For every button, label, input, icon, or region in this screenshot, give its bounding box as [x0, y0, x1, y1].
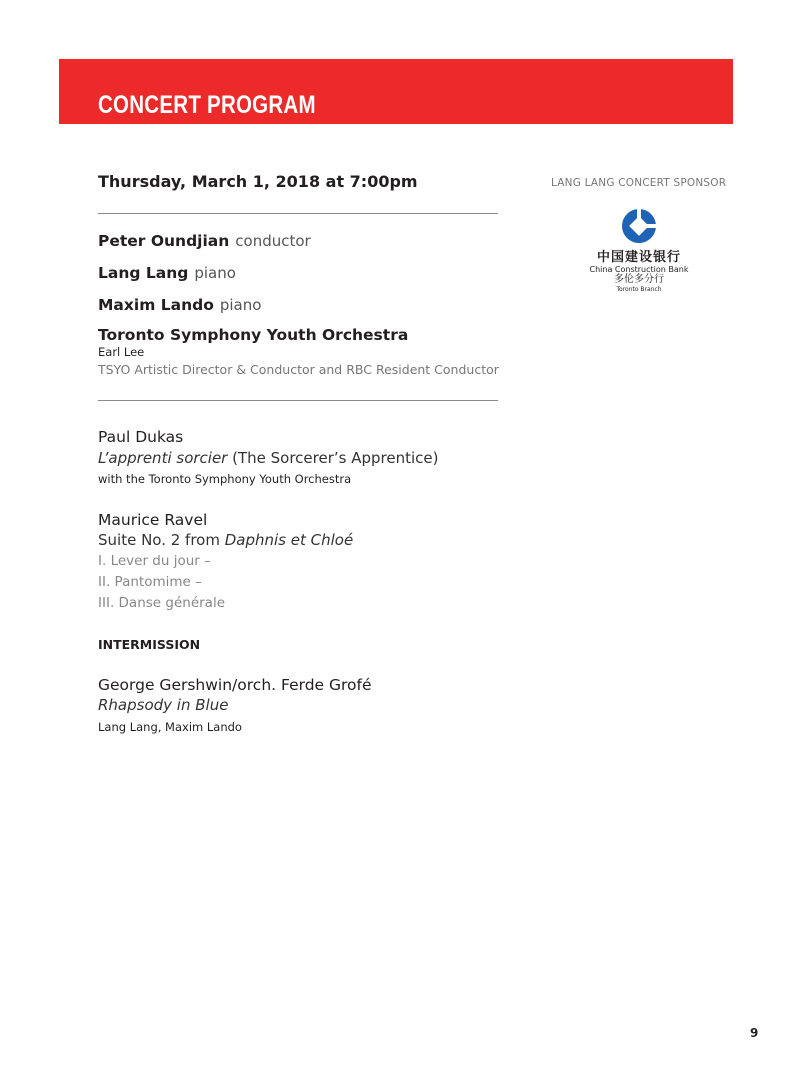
sponsor-label: LANG LANG CONCERT SPONSOR: [551, 177, 727, 189]
logo-en-text: China Construction Bank: [589, 265, 689, 274]
divider: [98, 400, 498, 401]
composer: George Gershwin/orch. Ferde Grofé: [98, 676, 372, 694]
composer: Paul Dukas: [98, 428, 184, 446]
performer: Peter Oundjian conductor: [98, 232, 311, 250]
work-title: Rhapsody in Blue: [98, 696, 229, 714]
page-title: CONCERT PROGRAM: [98, 91, 316, 119]
page-number: 9: [750, 1026, 759, 1040]
orchestra-name: Toronto Symphony Youth Orchestra: [98, 326, 409, 344]
branch-en-text: Toronto Branch: [616, 286, 662, 293]
movement: III. Danse générale: [98, 595, 225, 611]
movement: II. Pantomime –: [98, 574, 202, 590]
movement: I. Lever du jour –: [98, 553, 211, 569]
logo-cn-text: 中国建设银行: [596, 250, 681, 265]
branch-cn-text: 多伦多分行: [614, 274, 664, 285]
ccb-logo-icon: [621, 208, 657, 244]
work-title: Suite No. 2 from Daphnis et Chloé: [98, 531, 354, 549]
header-banner: [59, 59, 733, 124]
director-title: TSYO Artistic Director & Conductor and RBC Resident Conductor: [98, 362, 499, 377]
performer: Maxim Lando piano: [98, 296, 262, 314]
sponsor-logo: [580, 208, 698, 293]
work-note: Lang Lang, Maxim Lando: [98, 720, 242, 734]
intermission: INTERMISSION: [98, 637, 201, 652]
director-name: Earl Lee: [98, 345, 145, 359]
performer: Lang Lang piano: [98, 264, 236, 282]
concert-date: Thursday, March 1, 2018 at 7:00pm: [98, 172, 418, 191]
work-title: L’apprenti sorcier (The Sorcerer’s Apprentice): [98, 449, 439, 467]
work-note: with the Toronto Symphony Youth Orchestra: [98, 472, 352, 486]
composer: Maurice Ravel: [98, 511, 208, 529]
divider: [98, 213, 498, 214]
